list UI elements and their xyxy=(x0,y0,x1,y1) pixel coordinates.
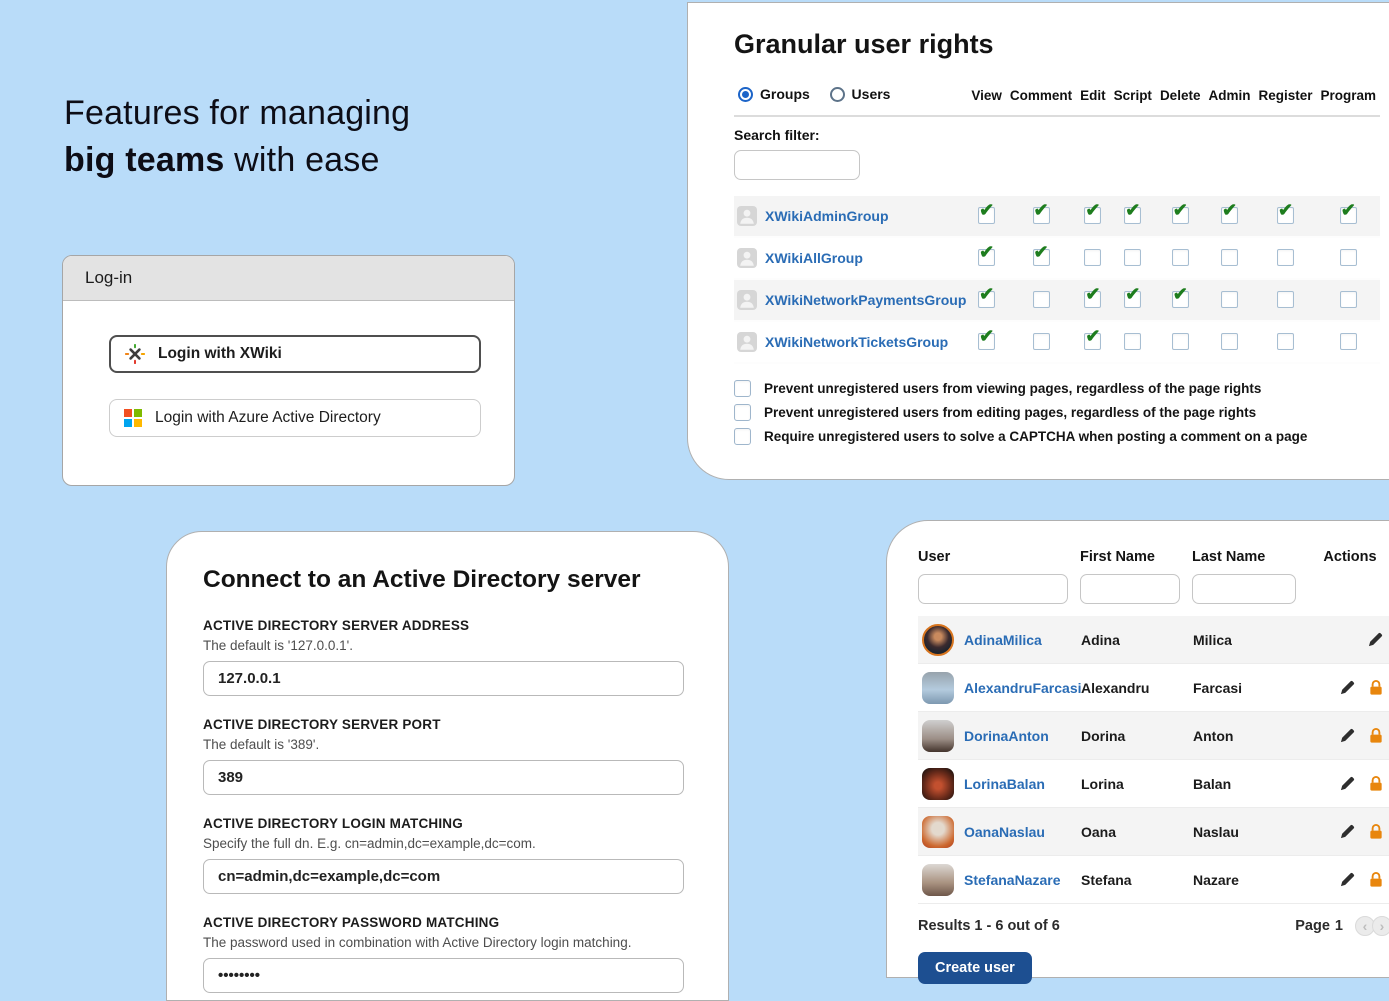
checkbox-delete[interactable] xyxy=(1172,249,1189,266)
checkbox-register[interactable] xyxy=(1277,249,1294,266)
col-header-admin: Admin xyxy=(1208,87,1251,103)
ad-password-matching-input[interactable] xyxy=(203,958,684,993)
checkbox-admin[interactable] xyxy=(1221,333,1238,350)
edit-icon[interactable] xyxy=(1340,824,1355,839)
ad-password-matching-label: ACTIVE DIRECTORY PASSWORD MATCHING xyxy=(203,915,500,930)
col-header-register: Register xyxy=(1258,87,1313,103)
login-panel xyxy=(62,255,515,486)
rights-table xyxy=(734,80,1380,364)
previous-page-button[interactable]: ‹ xyxy=(1355,916,1375,936)
ad-login-matching-input[interactable] xyxy=(203,859,684,894)
checkbox-program[interactable] xyxy=(1340,207,1357,224)
edit-icon[interactable] xyxy=(1368,632,1383,647)
ad-login-matching-hint: Specify the full dn. E.g. cn=admin,dc=example,dc=com. xyxy=(203,836,536,851)
login-with-xwiki-label: Login with XWiki xyxy=(158,345,282,362)
col-header-comment: Comment xyxy=(1009,87,1073,103)
groups-radio-dot xyxy=(738,87,753,102)
checkbox-edit[interactable] xyxy=(1084,249,1101,266)
username-link[interactable]: StefanaNazare xyxy=(964,871,1061,888)
option-label: Prevent unregistered users from editing pages, regardless of the page rights xyxy=(764,404,1257,420)
login-with-azure-label: Login with Azure Active Directory xyxy=(155,409,381,426)
ad-connect-panel xyxy=(166,531,729,1001)
page-label: Page xyxy=(1295,918,1330,934)
users-table xyxy=(918,547,1389,904)
ad-login-matching-label: ACTIVE DIRECTORY LOGIN MATCHING xyxy=(203,816,463,831)
group-link[interactable]: XWikiNetworkPaymentsGroup xyxy=(765,291,967,308)
rights-row-xwikiadmingroup xyxy=(734,196,1380,237)
user-row-oananaslau xyxy=(918,808,1389,856)
option-row xyxy=(734,380,1368,397)
page-title-rest: with ease xyxy=(224,141,380,179)
ad-password-matching-group xyxy=(203,915,684,993)
checkbox-script[interactable] xyxy=(1124,207,1141,224)
checkbox-delete[interactable] xyxy=(1172,207,1189,224)
group-avatar-icon xyxy=(737,290,757,310)
results-count: Results 1 - 6 out of 6 xyxy=(918,918,1060,934)
option-label: Require unregistered users to solve a CAPTCHA when posting a comment on a page xyxy=(764,428,1308,444)
col-header-script: Script xyxy=(1113,87,1152,103)
checkbox-edit[interactable] xyxy=(1084,207,1101,224)
groups-radio[interactable] xyxy=(738,86,810,102)
checkbox-view[interactable] xyxy=(978,333,995,350)
username-link[interactable]: DorinaAnton xyxy=(964,727,1049,744)
checkbox-register[interactable] xyxy=(1277,333,1294,350)
lock-icon[interactable] xyxy=(1369,728,1383,744)
unregistered-options xyxy=(734,380,1368,445)
col-header-user: User xyxy=(918,549,951,565)
ad-password-matching-hint: The password used in combination with Active Directory login matching. xyxy=(203,935,632,950)
page-number: 1 xyxy=(1334,918,1343,934)
groups-radio-label: Groups xyxy=(760,86,810,102)
ad-server-address-input[interactable] xyxy=(203,661,684,696)
group-avatar-icon xyxy=(737,332,757,352)
first-name-cell: Dorina xyxy=(1081,727,1126,744)
xwiki-logo-icon xyxy=(125,344,145,364)
col-header-view: View xyxy=(971,87,1002,103)
checkbox-program[interactable] xyxy=(1340,291,1357,308)
ad-server-address-group xyxy=(203,618,684,696)
last-name-cell: Naslau xyxy=(1193,823,1239,840)
users-table-panel xyxy=(886,520,1389,978)
avatar xyxy=(922,768,954,800)
last-name-cell: Balan xyxy=(1193,775,1232,792)
col-header-actions: Actions xyxy=(1323,549,1377,565)
avatar xyxy=(922,816,954,848)
users-radio-dot xyxy=(830,87,845,102)
users-filter-row xyxy=(918,574,1389,616)
checkbox-view[interactable] xyxy=(978,249,995,266)
checkbox-edit[interactable] xyxy=(1084,291,1101,308)
group-avatar-icon xyxy=(737,248,757,268)
checkbox-comment[interactable] xyxy=(1033,333,1050,350)
checkbox-register[interactable] xyxy=(1277,291,1294,308)
edit-icon[interactable] xyxy=(1340,872,1355,887)
checkbox-program[interactable] xyxy=(1340,249,1357,266)
user-row-dorinaanton xyxy=(918,712,1389,760)
last-name-cell: Milica xyxy=(1193,631,1232,648)
option-row xyxy=(734,404,1368,421)
first-name-cell: Adina xyxy=(1081,631,1120,648)
option-row xyxy=(734,428,1368,445)
col-header-last-name: Last Name xyxy=(1192,549,1266,565)
ad-server-port-group xyxy=(203,717,684,795)
group-link[interactable]: XWikiNetworkTicketsGroup xyxy=(765,333,949,350)
username-link[interactable]: AdinaMilica xyxy=(964,631,1042,648)
prevent-editing-checkbox[interactable] xyxy=(734,404,751,421)
last-name-cell: Farcasi xyxy=(1193,679,1243,696)
pagination xyxy=(1295,916,1389,936)
search-filter-input[interactable] xyxy=(734,150,860,180)
rights-panel-title: Granular user rights xyxy=(734,29,994,59)
page-title-line1: Features for managing xyxy=(64,94,411,132)
checkbox-register[interactable] xyxy=(1277,207,1294,224)
checkbox-edit[interactable] xyxy=(1084,333,1101,350)
checkbox-comment[interactable] xyxy=(1033,207,1050,224)
option-label: Prevent unregistered users from viewing pages, regardless of the page rights xyxy=(764,380,1262,396)
checkbox-delete[interactable] xyxy=(1172,333,1189,350)
login-panel-header: Log-in xyxy=(63,256,514,301)
checkbox-script[interactable] xyxy=(1124,291,1141,308)
prevent-viewing-checkbox[interactable] xyxy=(734,380,751,397)
checkbox-comment[interactable] xyxy=(1033,249,1050,266)
edit-icon[interactable] xyxy=(1340,776,1355,791)
require-captcha-checkbox[interactable] xyxy=(734,428,751,445)
users-table-footer xyxy=(918,916,1389,936)
avatar xyxy=(922,672,954,704)
login-with-xwiki-button[interactable] xyxy=(109,335,481,373)
avatar xyxy=(922,720,954,752)
checkbox-view[interactable] xyxy=(978,291,995,308)
checkbox-program[interactable] xyxy=(1340,333,1357,350)
first-name-cell: Lorina xyxy=(1081,775,1124,792)
ad-server-port-input[interactable] xyxy=(203,760,684,795)
user-row-stefananazare xyxy=(918,856,1389,904)
ad-login-matching-group xyxy=(203,816,684,894)
users-radio[interactable] xyxy=(830,86,891,102)
checkbox-admin[interactable] xyxy=(1221,291,1238,308)
user-row-adinamilica xyxy=(918,616,1389,664)
user-row-lorinabalan xyxy=(918,760,1389,808)
search-filter-label: Search filter: xyxy=(734,126,820,143)
avatar xyxy=(922,864,954,896)
avatar xyxy=(922,624,954,656)
checkbox-admin[interactable] xyxy=(1221,207,1238,224)
page-title xyxy=(64,90,410,184)
last-name-cell: Anton xyxy=(1193,727,1234,744)
first-name-cell: Alexandru xyxy=(1081,679,1150,696)
first-name-filter-input[interactable] xyxy=(1080,574,1180,604)
login-panel-body xyxy=(63,301,514,437)
users-header-row xyxy=(918,547,1389,574)
ad-panel-title: Connect to an Active Directory server xyxy=(203,566,641,593)
checkbox-script[interactable] xyxy=(1124,333,1141,350)
ad-server-port-hint: The default is '389'. xyxy=(203,737,320,752)
lock-icon[interactable] xyxy=(1369,776,1383,792)
lock-icon[interactable] xyxy=(1369,824,1383,840)
edit-icon[interactable] xyxy=(1340,680,1355,695)
lock-icon[interactable] xyxy=(1369,680,1383,696)
ad-server-address-label: ACTIVE DIRECTORY SERVER ADDRESS xyxy=(203,618,470,633)
users-radio-label: Users xyxy=(851,86,891,102)
checkbox-delete[interactable] xyxy=(1172,291,1189,308)
search-filter-row xyxy=(734,116,1380,196)
group-avatar-icon xyxy=(737,206,757,226)
login-with-azure-button[interactable] xyxy=(109,399,481,437)
last-name-filter-input[interactable] xyxy=(1192,574,1296,604)
first-name-cell: Stefana xyxy=(1081,871,1132,888)
user-row-alexandrufarcasi xyxy=(918,664,1389,712)
user-filter-input[interactable] xyxy=(918,574,1068,604)
group-link[interactable]: XWikiAdminGroup xyxy=(765,207,889,224)
username-link[interactable]: LorinaBalan xyxy=(964,775,1045,792)
username-link[interactable]: AlexandruFarcasi xyxy=(964,679,1082,696)
checkbox-comment[interactable] xyxy=(1033,291,1050,308)
username-link[interactable]: OanaNaslau xyxy=(964,823,1045,840)
page-title-bold: big teams xyxy=(64,141,225,179)
granular-rights-panel xyxy=(687,2,1389,480)
next-page-button[interactable]: › xyxy=(1372,916,1389,936)
rights-row-xwikinetworkticketsgroup xyxy=(734,321,1380,363)
col-header-program: Program xyxy=(1320,87,1377,103)
microsoft-logo-icon xyxy=(124,409,142,427)
edit-icon[interactable] xyxy=(1340,728,1355,743)
rights-header-row xyxy=(734,80,1380,116)
ad-server-port-label: ACTIVE DIRECTORY SERVER PORT xyxy=(203,717,441,732)
rights-row-xwikinetworkpaymentsgroup xyxy=(734,279,1380,321)
checkbox-view[interactable] xyxy=(978,207,995,224)
checkbox-admin[interactable] xyxy=(1221,249,1238,266)
first-name-cell: Oana xyxy=(1081,823,1117,840)
lock-icon[interactable] xyxy=(1369,872,1383,888)
checkbox-script[interactable] xyxy=(1124,249,1141,266)
create-user-button[interactable]: Create user xyxy=(918,952,1032,984)
group-link[interactable]: XWikiAllGroup xyxy=(765,249,863,266)
col-header-delete: Delete xyxy=(1159,87,1201,103)
rights-row-xwikiallgroup xyxy=(734,237,1380,279)
ad-server-address-hint: The default is '127.0.0.1'. xyxy=(203,638,354,653)
col-header-first-name: First Name xyxy=(1080,549,1155,565)
last-name-cell: Nazare xyxy=(1193,871,1239,888)
col-header-edit: Edit xyxy=(1080,87,1106,103)
